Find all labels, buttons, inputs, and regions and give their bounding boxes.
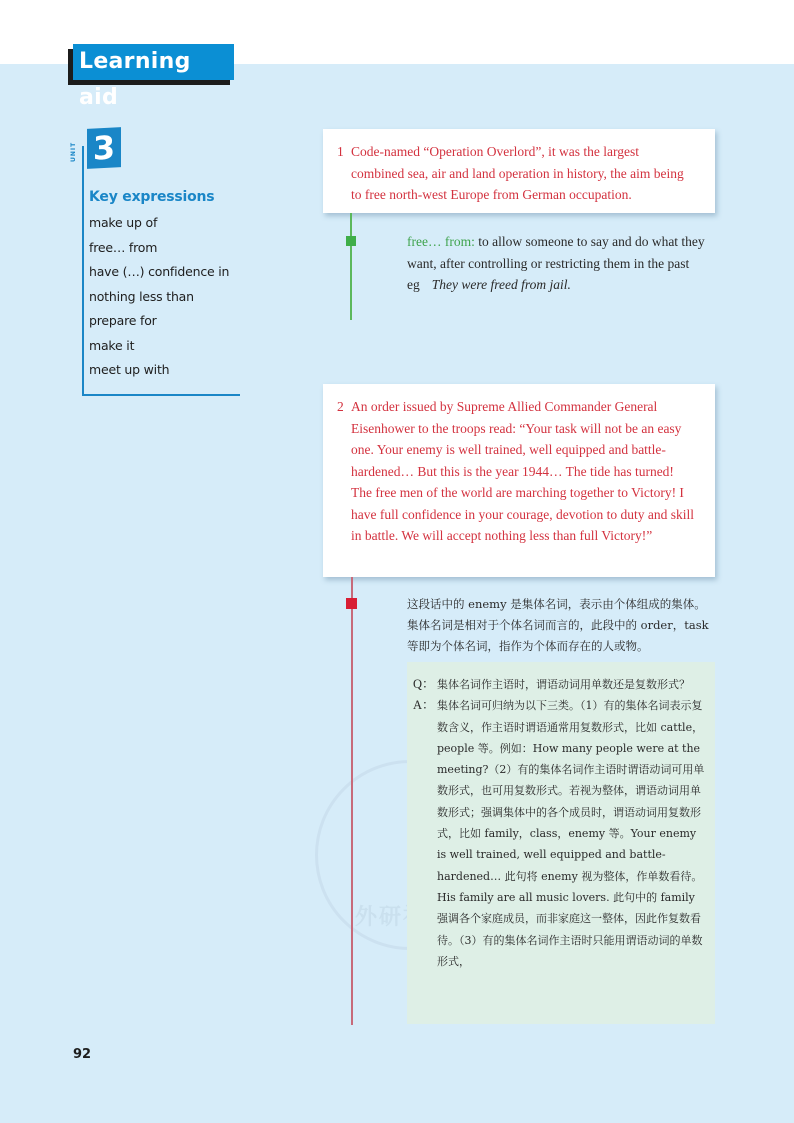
unit-number-badge: 3	[87, 127, 121, 169]
unit-label: UNIT	[70, 141, 77, 163]
page-title: Learning aid	[73, 44, 234, 80]
quote-box-1	[323, 129, 715, 213]
quote-number: 1	[337, 144, 344, 159]
chinese-grammar-note: 这段话中的 enemy 是集体名词，表示由个体组成的集体。集体名词是相对于个体名词而言的，此段中的 order，task 等即为个体名词，指作为个体而存在的人或物。	[407, 597, 709, 653]
key-expression-item: nothing less than	[89, 288, 194, 304]
question-label: Q：	[413, 677, 435, 691]
key-expression-item: make up of	[89, 215, 158, 230]
connector-line-red	[351, 577, 353, 1025]
quote-text: An order issued by Supreme Allied Commander General Eisenhower to the troops read: “Your task will not be an easy one. Your enemy is well trained, well equipped and battle-hardened… But this is the year 1944… The tide has turned! The free men of the world are marching together to Victory! I have full confidence in your courage, devotion to duty and skill in battle. We will accept nothing less than full Victory!”	[351, 399, 695, 543]
key-expression-item: free… from	[89, 239, 158, 255]
key-expression-item: meet up with	[89, 362, 170, 377]
page-number: 92	[73, 1047, 92, 1062]
example-label: eg	[407, 277, 420, 292]
definition-note	[407, 231, 712, 296]
green-square-marker-icon	[346, 236, 356, 246]
definition-meaning: to allow someone to say and do what they want, after controlling or restricting them in the past	[407, 234, 705, 271]
definition-term: free… from:	[407, 234, 475, 249]
answer-row	[413, 695, 705, 972]
key-expression-item: prepare for	[89, 313, 157, 328]
connector-line-green	[350, 213, 352, 320]
qa-box	[407, 662, 715, 1024]
red-square-marker-icon	[346, 598, 357, 609]
key-expressions-title: Key expressions	[89, 189, 215, 205]
question-text: 集体名词作主语时，谓语动词用单数还是复数形式？	[437, 678, 690, 691]
quote-text: Code-named “Operation Overlord”, it was the largest combined sea, air and land operation in history, the aim being to free north-west Europe from German occupation.	[351, 144, 684, 202]
key-expression-item: have (…) confidence in	[89, 264, 230, 279]
key-expression-item: make it	[89, 337, 135, 353]
answer-label: A：	[413, 698, 435, 713]
quote-number: 2	[337, 399, 344, 414]
sidebar-divider-vertical	[82, 146, 84, 396]
sidebar-divider-bottom	[82, 394, 240, 396]
question-row	[413, 674, 705, 695]
key-expressions-panel	[89, 189, 249, 383]
quote-box-2	[323, 384, 715, 577]
answer-text: 集体名词可归纳为以下三类。（1）有的集体名词表示复数含义，作主语时谓语通常用复数形式，比如 cattle，people 等。例如：How many people were at the meeting?（2）有的集体名词作主语时谓语动词可用单数形式，也可用复数形式。若视为整体，谓语动词用单数形式；强调集体中的各个成员时，谓语动词用复数形式，比如 family，class，enemy 等。Your enemy is well trained, well equipped and battle-hardened… 此句将 enemy 视为整体，作单数看待。His family are all music lovers. 此句中的 family 强调各个家庭成员，而非家庭这一整体，因此作复数看待。（3）有的集体名词作主语时只能用谓语动词的单数形式，	[437, 699, 705, 968]
example-sentence: They were freed from jail.	[431, 277, 571, 292]
